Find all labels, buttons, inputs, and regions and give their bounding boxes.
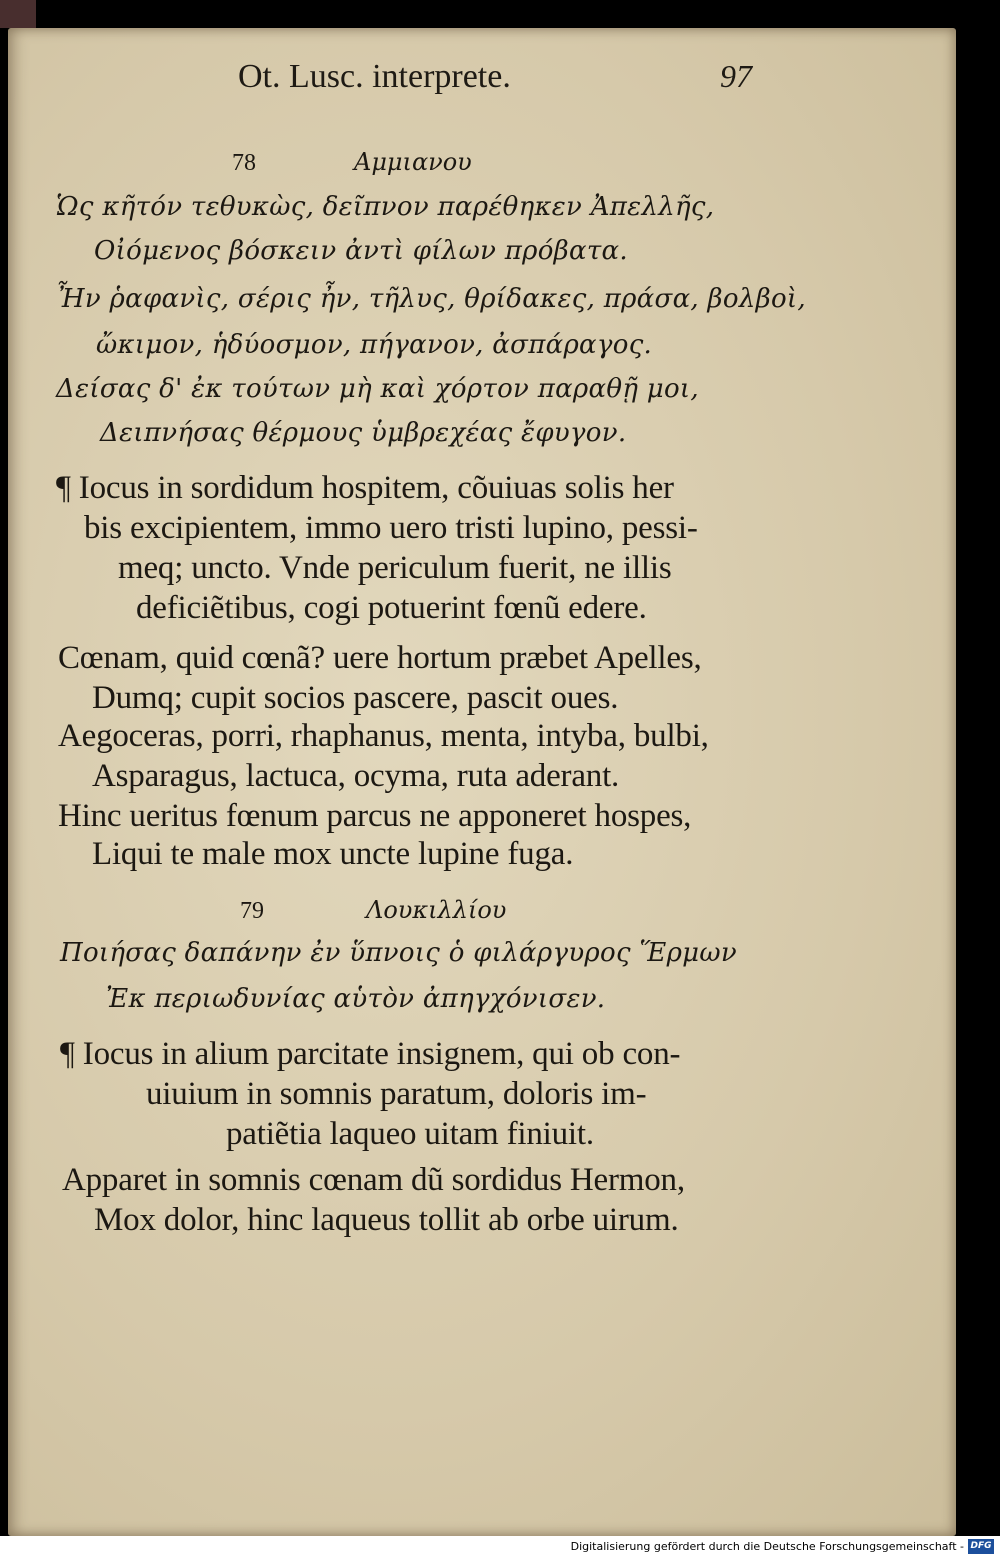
epigram-title: Λουκιλλίου (366, 896, 507, 924)
greek-line: Δείσας δ' ἐκ τούτων μὴ καὶ χόρτον παραθῇ μοι, (56, 374, 699, 404)
latin-verse: Asparagus, lactuca, ocyma, ruta aderant. (92, 758, 620, 794)
latin-verse: Hinc ueritus fœnum parcus ne apponeret hospes, (58, 798, 692, 834)
dfg-logo-icon: DFG (968, 1539, 994, 1554)
latin-verse: Aegoceras, porri, rhaphanus, menta, intyba, bulbi, (58, 718, 709, 754)
greek-line: ὤκιμον, ἡδύοσμον, πήγανον, ἀσπάραγος. (96, 330, 653, 360)
scan-corner (0, 0, 36, 28)
latin-verse: Dumq; cupit socios pascere, pascit oues. (92, 680, 619, 716)
greek-line: Ἦν ῥαφανὶς, σέρις ἦν, τῆλυς, θρίδακες, πράσα, βολβοὶ, (56, 284, 806, 314)
commentary-line: meq; uncto. Vnde periculum fuerit, ne illis (118, 550, 672, 586)
folio-number: 97 (720, 58, 752, 94)
greek-line: Ἐκ περιωδυνίας αὑτὸν ἀπηγχόνισεν. (106, 984, 606, 1014)
greek-line: Οἰόμενος βόσκειν ἀντὶ φίλων πρόβατα. (94, 236, 628, 266)
digitization-footer (0, 1536, 1000, 1558)
commentary-line: ¶ Iocus in alium parcitate insignem, qui ob con- (60, 1036, 681, 1072)
commentary-line: ¶ Iocus in sordidum hospitem, cõuiuas solis her (56, 470, 674, 506)
greek-line: Ὡς κῆτόν τεθυκὼς, δεῖπνον παρέθηκεν Ἀπελλῆς, (56, 192, 715, 222)
latin-verse: Liqui te male mox uncte lupine fuga. (92, 836, 574, 872)
latin-verse: Mox dolor, hinc laqueus tollit ab orbe uirum. (94, 1202, 679, 1238)
running-title: Ot. Lusc. interprete. (238, 58, 511, 95)
commentary-line: bis excipientem, immo uero tristi lupino, pessi- (84, 510, 698, 546)
commentary-line: deficiẽtibus, cogi potuerint fœnũ edere. (136, 590, 647, 626)
latin-verse: Apparet in somnis cœnam dũ sordidus Hermon, (62, 1162, 685, 1198)
greek-line: Ποιήσας δαπάνην ἐν ὕπνοις ὁ φιλάργυρος Ἕρμων (60, 938, 737, 968)
epigram-title: Αμμιανου (354, 148, 472, 176)
epigram-number: 78 (232, 150, 256, 176)
epigram-number: 79 (240, 898, 264, 924)
commentary-line: patiẽtia laqueo uitam finiuit. (226, 1116, 594, 1152)
commentary-line: uiuium in somnis paratum, doloris im- (146, 1076, 647, 1112)
latin-verse: Cœnam, quid cœnã? uere hortum præbet Apelles, (58, 640, 702, 676)
funding-credit: Digitalisierung gefördert durch die Deutsche Forschungsgemeinschaft - (570, 1540, 964, 1553)
greek-line: Δειπνήσας θέρμους ὑμβρεχέας ἔφυγον. (100, 418, 627, 448)
